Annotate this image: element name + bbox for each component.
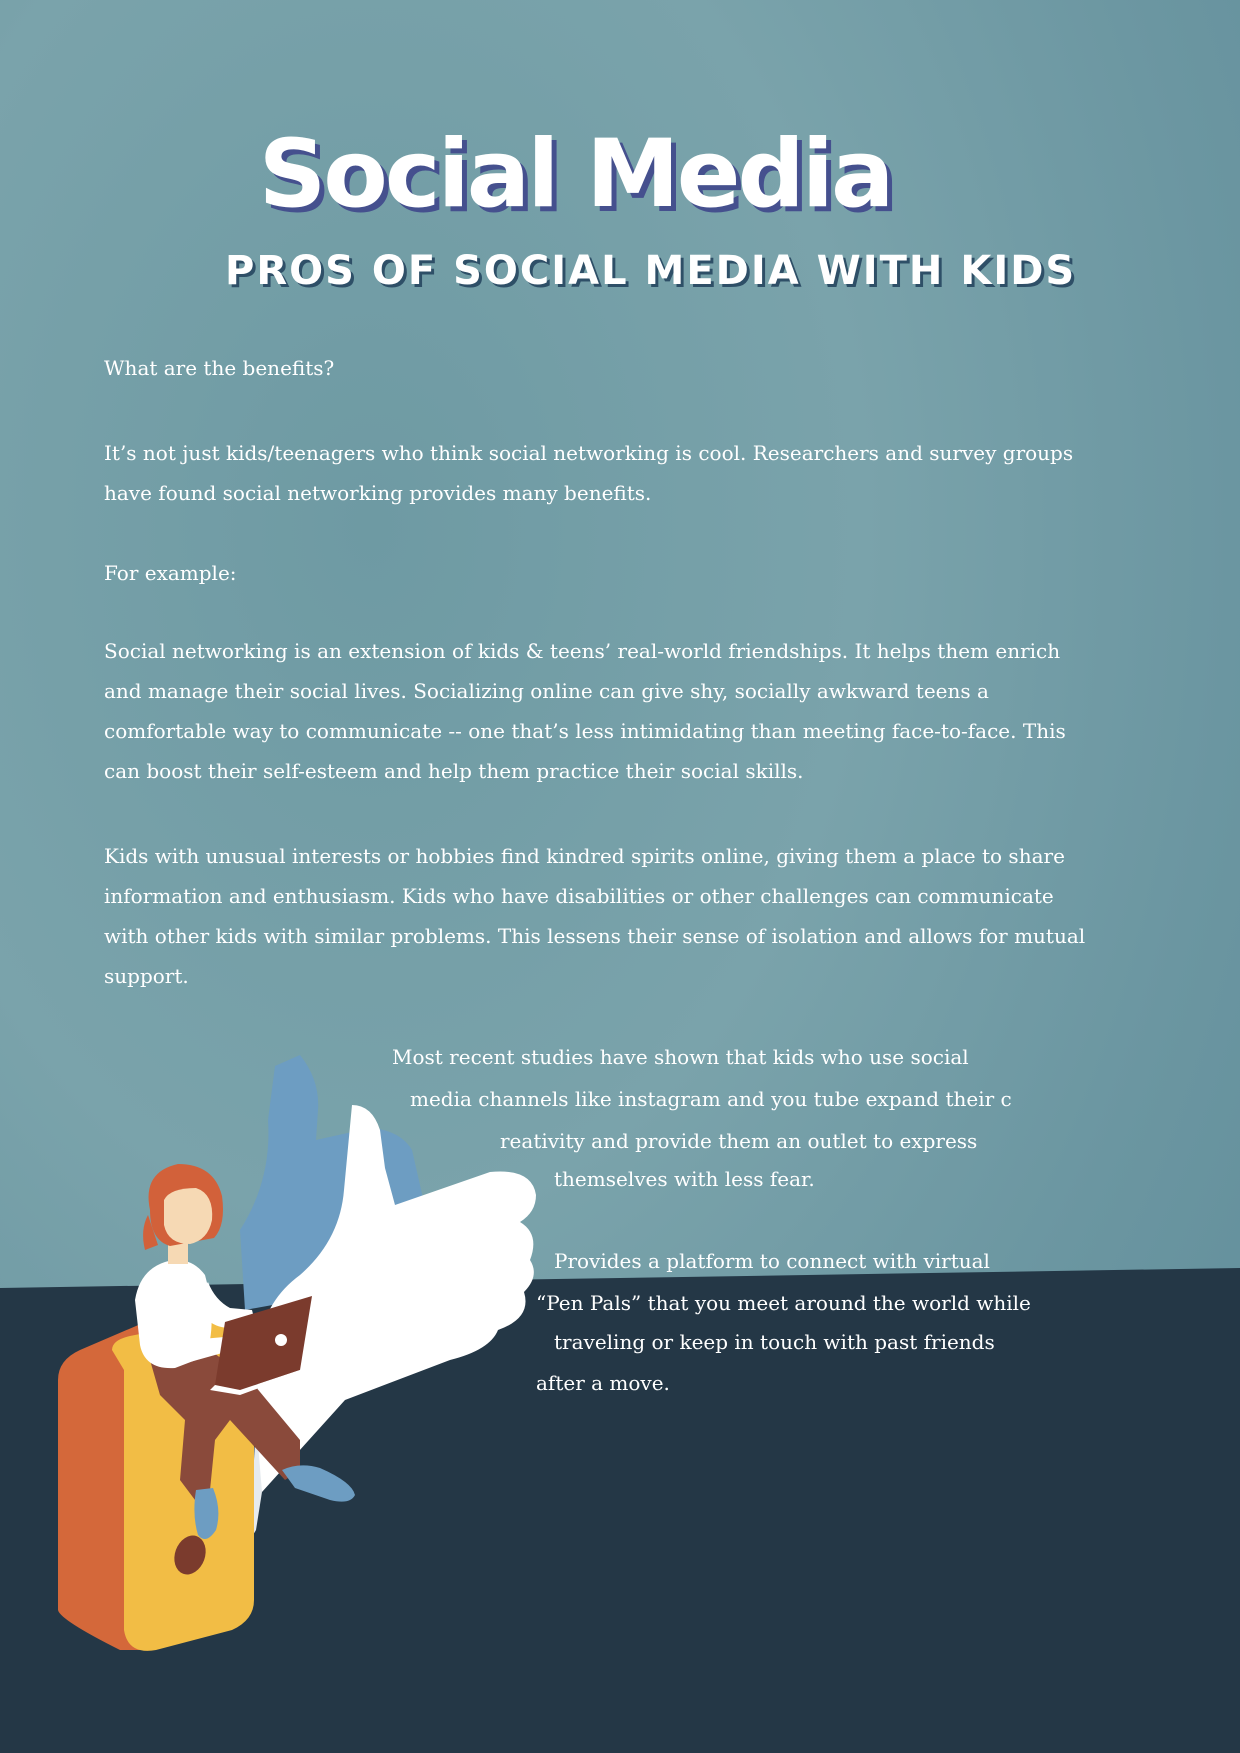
page-title: Social Media (258, 120, 892, 229)
page-subtitle: PROS OF SOCIAL MEDIA WITH KIDS (225, 248, 1077, 294)
friendships-paragraph: Social networking is an extension of kids & teens’ real-world friendships. It helps them enrich and manage their social lives. Socializing online can give shy, socially awkward teens a comfortable way to communicate -- one that’s less intimidating than meeting face-to-face. This can boost their self-esteem and help them practice their social skills. (104, 639, 1066, 783)
penpals-line: “Pen Pals” that you meet around the world while (536, 1291, 1031, 1315)
penpals-line: after a move. (536, 1371, 670, 1395)
creativity-line: themselves with less fear. (554, 1167, 815, 1191)
social-media-illustration (0, 1040, 560, 1660)
intro-paragraph: It’s not just kids/teenagers who think social networking is cool. Researchers and survey groups have found social networking provides many benefits. (104, 441, 1074, 505)
question-text: What are the benefits? (104, 356, 335, 380)
penpals-line: traveling or keep in touch with past friends (554, 1330, 995, 1354)
example-label: For example: (104, 561, 237, 585)
interests-paragraph: Kids with unusual interests or hobbies find kindred spirits online, giving them a place to share information and enthusiasm. Kids who have disabilities or other challenges can communicate with other kids with similar problems. This lessens their sense of isolation and allows for mutual support. (104, 844, 1086, 988)
creativity-line: reativity and provide them an outlet to express (500, 1129, 978, 1153)
creativity-line: media channels like instagram and you tube expand their c (410, 1087, 1012, 1111)
penpals-line: Provides a platform to connect with virtual (554, 1249, 990, 1273)
creativity-line: Most recent studies have shown that kids who use social (392, 1045, 969, 1069)
